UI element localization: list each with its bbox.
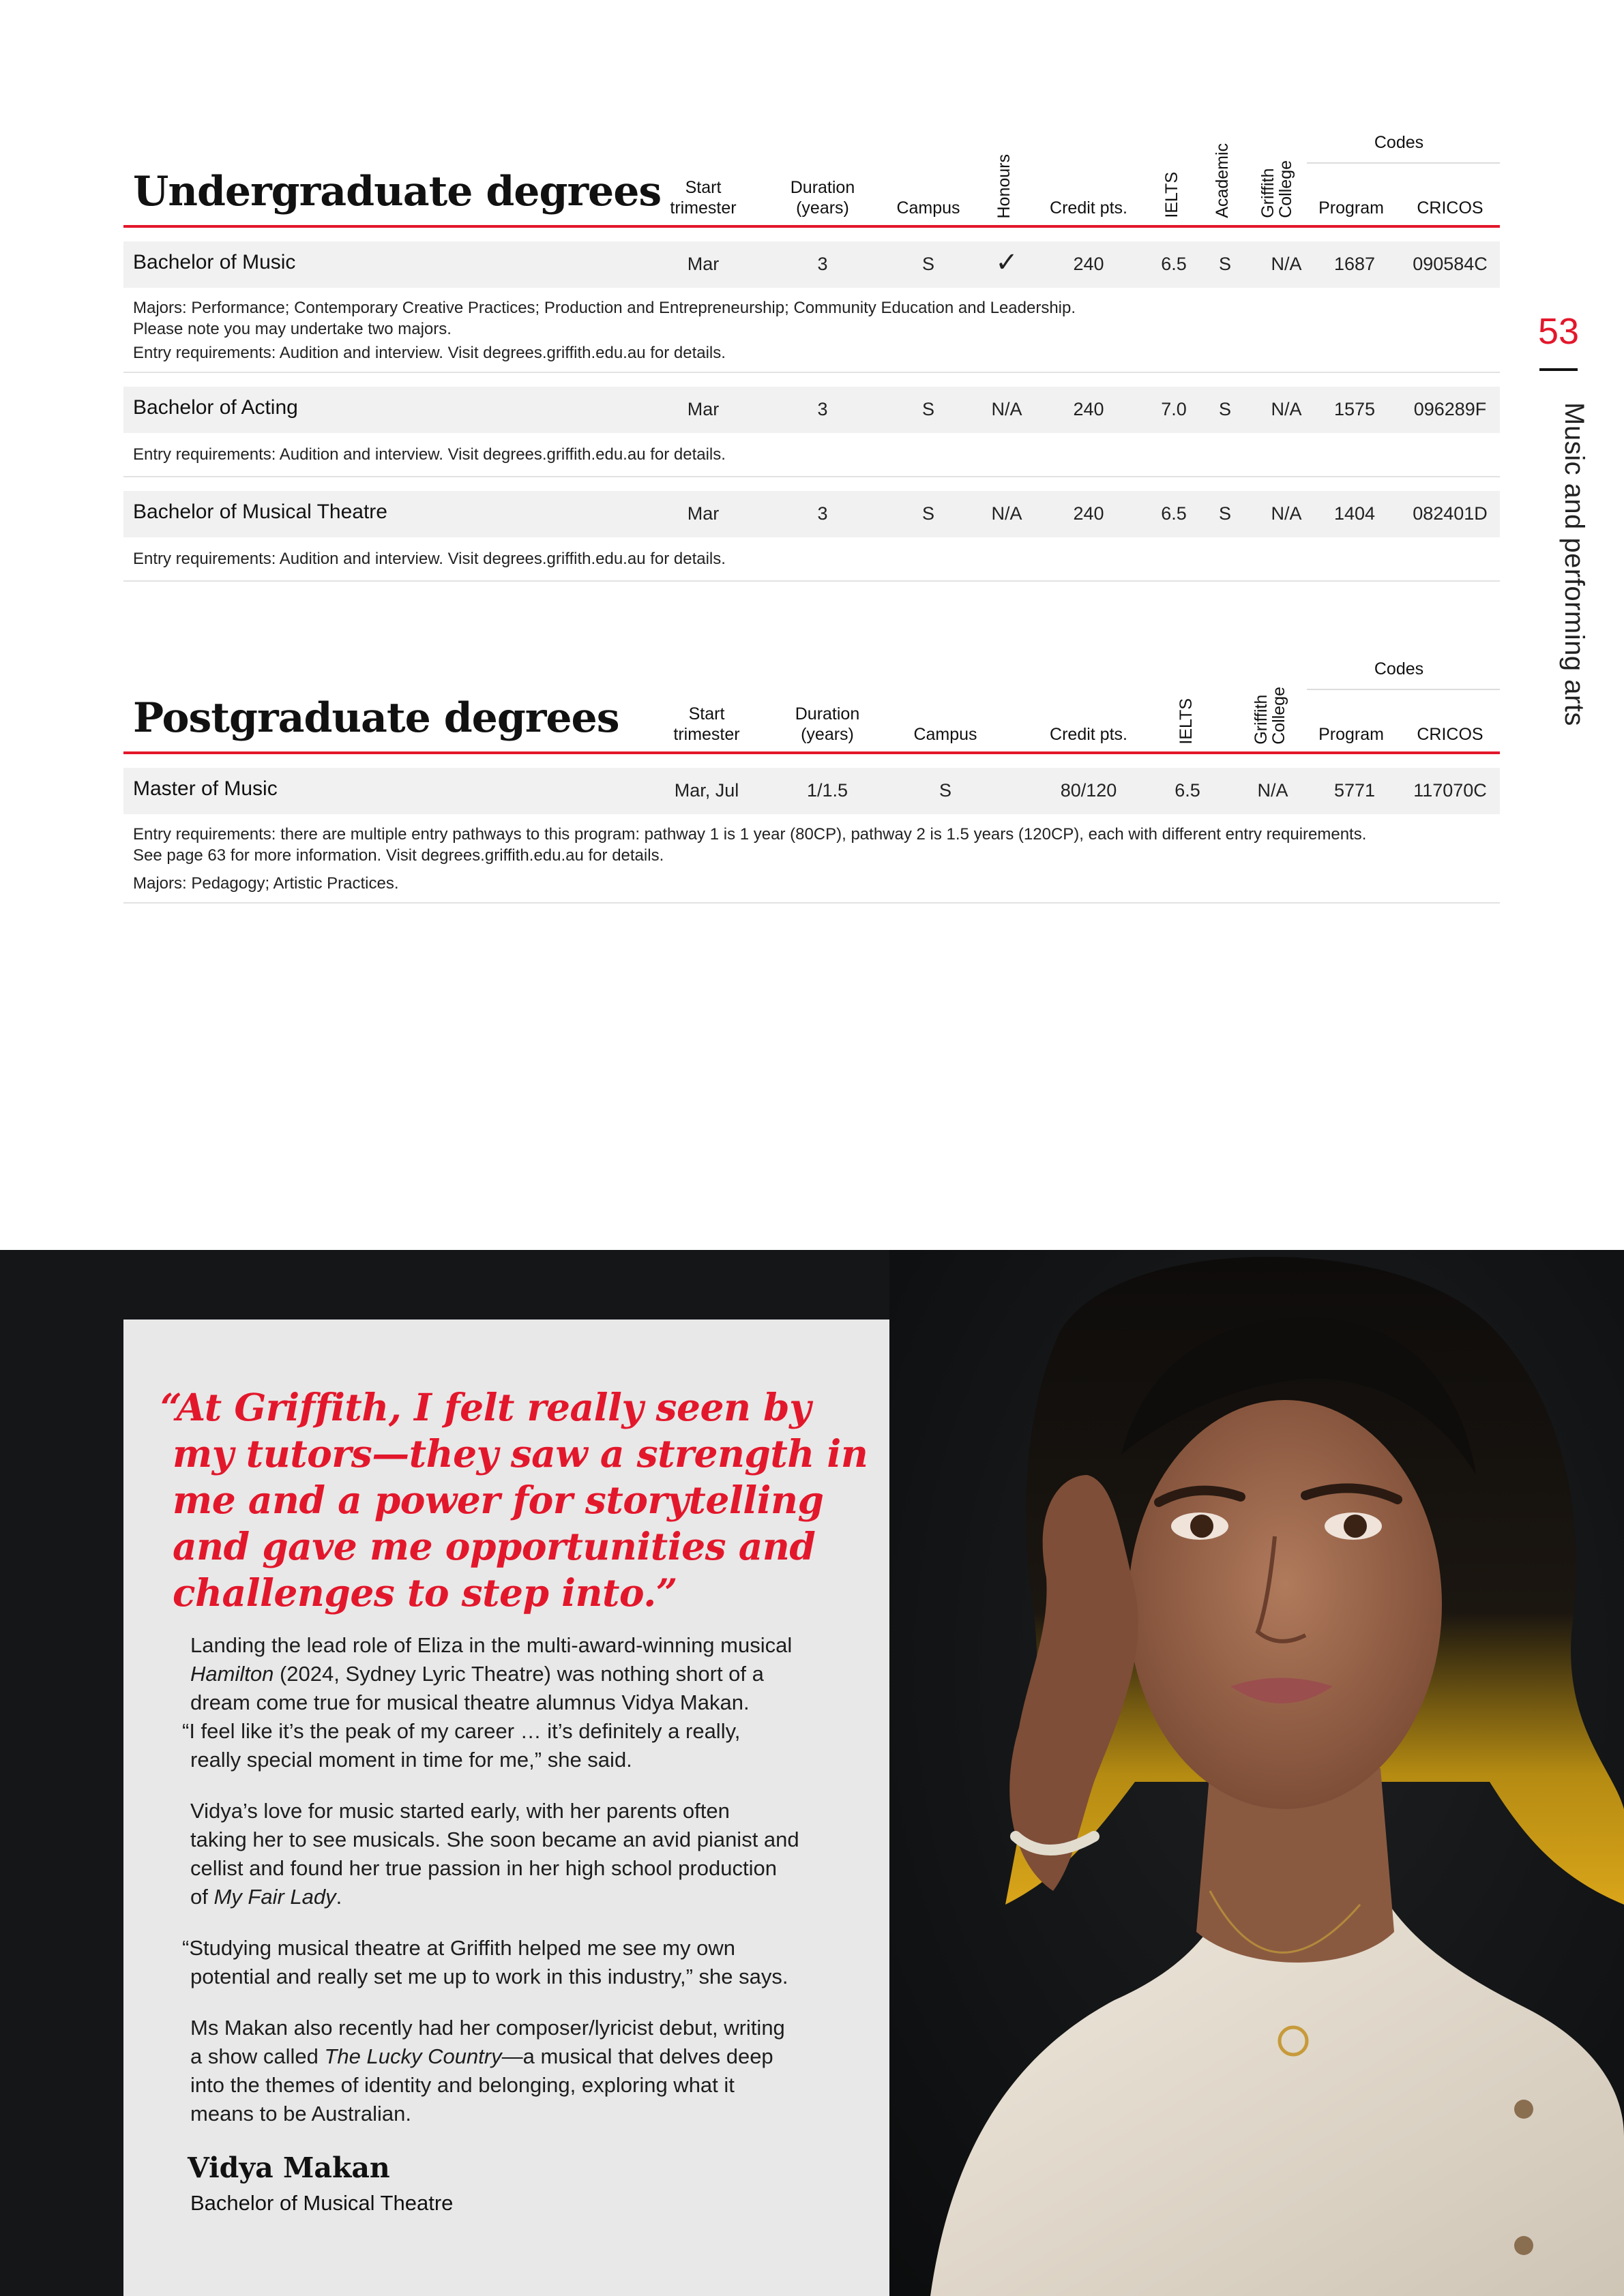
cell-cricos: 082401D <box>1413 503 1488 524</box>
degree-notes: Entry requirements: Audition and interview. Visit degrees.griffith.edu.au for details. <box>123 537 1500 582</box>
degree-notes: Entry requirements: Audition and interview. Visit degrees.griffith.edu.au for details. <box>123 433 1500 477</box>
cell-campus: S <box>921 503 934 524</box>
degree-row-bachelor-of-music <box>123 241 1500 288</box>
cell-ielts: 6.5 <box>1175 780 1200 801</box>
cell-start: Mar <box>687 254 720 274</box>
check-icon: ✓ <box>995 248 1018 278</box>
header-duration: Duration (years) <box>790 178 855 218</box>
degree-name: Bachelor of Musical Theatre <box>133 501 387 523</box>
cell-duration: 1/1.5 <box>806 780 848 801</box>
testimonial-story <box>182 1631 845 2151</box>
postgraduate-section <box>123 649 1500 904</box>
degree-row-bachelor-of-musical-theatre <box>123 491 1500 537</box>
degree-row-master-of-music <box>123 768 1500 814</box>
cell-duration: 3 <box>817 503 828 524</box>
header-griffith-college: Griffith College <box>1258 160 1295 218</box>
cell-honours: N/A <box>991 503 1022 524</box>
degree-name: Master of Music <box>133 777 278 800</box>
cell-academic: S <box>1218 254 1231 274</box>
cell-cricos: 117070C <box>1413 780 1487 801</box>
cell-ielts: 7.0 <box>1161 399 1187 419</box>
story-paragraph: Ms Makan also recently had her composer/lyricist debut, writing a show called The Lucky Country—a musical that delves deep into the themes of identity and belonging, exploring what it means to be Australian. <box>190 2016 785 2126</box>
cell-college: N/A <box>1271 503 1302 524</box>
cell-duration: 3 <box>817 254 828 274</box>
cell-campus: S <box>939 780 951 801</box>
cell-academic: S <box>1218 503 1231 524</box>
degree-name: Bachelor of Music <box>133 251 296 273</box>
cell-duration: 3 <box>817 399 828 419</box>
cell-program: 1404 <box>1333 503 1376 524</box>
cell-campus: S <box>921 399 934 419</box>
story-paragraph: “Studying musical theatre at Griffith helped me see my own potential and really set me up to work in this industry,” she says. <box>182 1936 788 1988</box>
cell-college: N/A <box>1271 254 1302 274</box>
header-campus: Campus <box>913 725 977 744</box>
header-campus: Campus <box>896 198 960 218</box>
postgraduate-rule <box>123 751 1500 754</box>
header-cricos: CRICOS <box>1417 725 1483 744</box>
cell-program: 5771 <box>1333 780 1376 801</box>
header-program: Program <box>1318 198 1384 218</box>
cell-ielts: 6.5 <box>1161 254 1187 274</box>
header-start-trimester: Start trimester <box>673 704 740 744</box>
codes-divider <box>1307 162 1500 164</box>
header-codes: Codes <box>1374 133 1424 152</box>
postgraduate-title: Postgraduate degrees <box>133 694 619 742</box>
cell-ielts: 6.5 <box>1161 503 1187 524</box>
portrait-photo <box>889 1250 1624 2296</box>
cell-credit: 240 <box>1073 399 1104 419</box>
header-griffith-college: Griffith College <box>1252 687 1288 745</box>
undergraduate-header <box>123 123 1500 225</box>
cell-college: N/A <box>1257 780 1288 801</box>
pull-quote: “At Griffith, I felt really seen by my tutors—they saw a strength in me and a power for storytelling and gave me opportunities and challenges to step into.” <box>160 1385 868 1615</box>
degree-notes: Entry requirements: there are multiple entry pathways to this program: pathway 1 is 1 year (80CP), pathway 2 is 1.5 years (120CP), each with different entry requirements. See page 63 for more information. Visit degrees.griffith.edu.au for details. Majors: Pedagogy; Artistic Practices. <box>123 814 1500 904</box>
cell-program: 1575 <box>1333 399 1376 419</box>
cell-credit: 240 <box>1073 254 1104 274</box>
degree-row-bachelor-of-acting <box>123 387 1500 433</box>
header-honours: Honours <box>994 153 1014 218</box>
header-duration: Duration (years) <box>795 704 860 744</box>
cell-college: N/A <box>1271 399 1302 419</box>
cell-cricos: 090584C <box>1413 254 1488 274</box>
cell-campus: S <box>921 254 934 274</box>
cell-credit: 240 <box>1073 503 1104 524</box>
testimonial-band <box>0 1250 1624 2296</box>
header-cricos: CRICOS <box>1417 198 1483 218</box>
header-start-trimester: Start trimester <box>670 178 737 218</box>
section-label: Music and performing arts <box>1559 402 1589 726</box>
header-ielts: IELTS <box>1162 172 1181 218</box>
cell-start: Mar <box>687 399 720 419</box>
cell-cricos: 096289F <box>1413 399 1487 419</box>
page-number: 53 <box>1537 311 1580 352</box>
degree-name: Bachelor of Acting <box>133 396 298 419</box>
degree-notes: Majors: Performance; Contemporary Creative Practices; Production and Entrepreneurship; Community Education and Leadership. Please note you may undertake two majors. Entry requirements: Audition and interview. Visit degrees.griffith.edu.au for details. <box>123 288 1500 373</box>
testimonial-card <box>123 1320 889 2296</box>
header-academic: Academic <box>1213 143 1232 218</box>
postgraduate-header <box>123 649 1500 751</box>
header-credit-points: Credit pts. <box>1050 198 1127 218</box>
header-ielts: IELTS <box>1177 698 1196 745</box>
cell-start: Mar, Jul <box>674 780 739 801</box>
cell-honours: N/A <box>991 399 1022 419</box>
testimonial-name: Vidya Makan <box>188 2151 390 2184</box>
codes-divider <box>1307 689 1500 690</box>
cell-credit: 80/120 <box>1060 780 1117 801</box>
cell-start: Mar <box>687 503 720 524</box>
sidebar-divider <box>1539 368 1578 371</box>
testimonial-course: Bachelor of Musical Theatre <box>190 2191 454 2215</box>
undergraduate-section <box>123 123 1500 582</box>
undergraduate-rule <box>123 225 1500 228</box>
undergraduate-title: Undergraduate degrees <box>133 168 662 215</box>
cell-program: 1687 <box>1333 254 1376 274</box>
header-program: Program <box>1318 725 1384 744</box>
header-credit-points: Credit pts. <box>1050 725 1127 744</box>
story-paragraph: Vidya’s love for music started early, with her parents often taking her to see musicals. She soon became an avid pianist and cellist and found her true passion in her high school production of My Fair Lady. <box>190 1799 799 1909</box>
header-codes: Codes <box>1374 659 1424 679</box>
cell-academic: S <box>1218 399 1231 419</box>
story-paragraph: Landing the lead role of Eliza in the multi-award-winning musical Hamilton (2024, Sydney Lyric Theatre) was nothing short of a dream come true for musical theatre alumnus Vidya Makan. “I feel like it’s the peak of my career … it’s definitely a really, really special moment in time for me,” she said. <box>182 1633 793 1772</box>
